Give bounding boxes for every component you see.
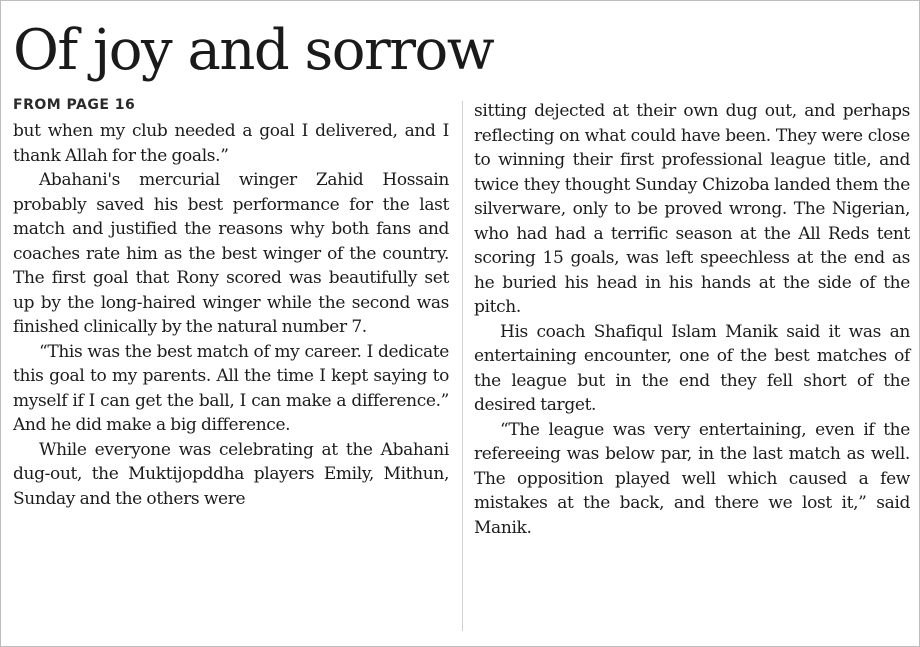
right-column (474, 99, 910, 540)
paragraph: “This was the best match of my career. I dedicate this goal to my parents. All the time I kept saying to myself if I can get the ball, I can make a difference.” And he did make a big difference. (13, 341, 449, 435)
paragraph: While everyone was celebrating at the Abahani dug-out, the Muktijopddha players Emily, Mithun, Sunday and the others were (13, 439, 449, 509)
paragraph: sitting dejected at their own dug out, and perhaps reflecting on what could have been. They were close to winning their first professional league title, and twice they thought Sunday Chizoba landed them the silverware, only to be proved wrong. The Nigerian, who had had a terrific season at the All Reds tent scoring 15 goals, was left speechless at the end as he buried his head in his hands at the side of the pitch. (474, 101, 910, 317)
column-divider (462, 101, 463, 631)
paragraph: Abahani's mercurial winger Zahid Hossain probably saved his best performance for the last match and justified the reasons why both fans and coaches rate him as the best winger of the country. The first goal that Rony scored was beautifully set up by the long-haired winger while the second was finished clinically by the natural number 7. (13, 170, 449, 337)
headline: Of joy and sorrow (13, 18, 494, 83)
paragraph: “The league was very entertaining, even if the refereeing was below par, in the last match as well. The opposition played well which caused a few mistakes at the back, and there we lost it,” said Manik. (474, 419, 910, 538)
continuation-kicker: FROM PAGE 16 (13, 97, 136, 113)
paragraph: but when my club needed a goal I delivered, and I thank Allah for the goals.” (13, 121, 449, 166)
left-column (13, 119, 449, 511)
paragraph: His coach Shafiqul Islam Manik said it was an entertaining encounter, one of the best matches of the league but in the end they fell short of the desired target. (474, 321, 910, 415)
